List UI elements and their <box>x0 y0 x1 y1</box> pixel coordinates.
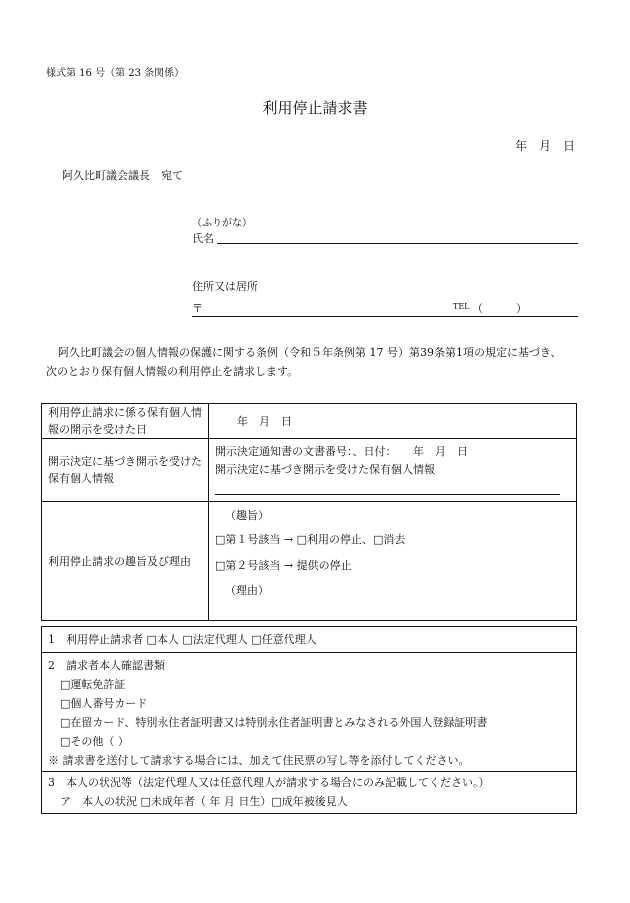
disclosed-info-cell[interactable] <box>209 439 577 502</box>
id-doc-my-number-card[interactable]: □個人番号カード <box>60 697 148 710</box>
disclosure-date-value: 年 月 日 <box>237 415 292 428</box>
disclosed-info-line: 開示決定に基づき開示を受けた保有個人情報 <box>215 463 435 476</box>
id-documents-cell <box>42 653 577 772</box>
address-label: 住所又は居所 <box>192 280 258 293</box>
notice-doc-line: 開示決定通知書の文書番号：、日付： 年 月 日 <box>215 445 468 458</box>
intro-line-2: 次のとおり保有個人情報の利用停止を請求します。 <box>46 365 299 378</box>
requester-type-line: 1 利用停止請求者 □本人 □法定代理人 □任意代理人 <box>48 633 317 646</box>
date-field[interactable]: 年 月 日 <box>515 139 576 153</box>
table-row <box>42 404 577 439</box>
postal-mark: 〒 <box>192 302 203 315</box>
intro-paragraph <box>46 343 586 381</box>
purport-option-1[interactable]: □第１号該当 → □利用の停止、□消去 <box>215 533 406 546</box>
disclosure-date-cell[interactable] <box>209 404 577 439</box>
id-doc-other[interactable]: □その他（ ） <box>60 735 129 748</box>
document-title: 利用停止請求書 <box>262 99 368 117</box>
reason-heading: （理由） <box>225 584 269 597</box>
mailing-note: ※ 請求書を送付して請求する場合には、加えて住民票の写し等を添付してください。 <box>48 754 470 767</box>
table-row <box>42 653 577 772</box>
purport-heading: （趣旨） <box>225 509 269 522</box>
table-row <box>42 772 577 814</box>
table-row <box>42 502 577 621</box>
furigana-label: （ふりがな） <box>192 218 252 229</box>
id-documents-heading: 2 請求者本人確認書類 <box>48 659 165 672</box>
addressee: 阿久比町議会議長 宛て <box>62 169 183 182</box>
purport-option-2[interactable]: □第２号該当 → 提供の停止 <box>215 559 352 572</box>
disclosure-date-label: 利用停止請求に係る保有個人情報の開示を受けた日 <box>42 404 209 439</box>
principal-status-cell <box>42 772 577 814</box>
name-label: 氏名 <box>192 232 214 245</box>
principal-status-line[interactable]: ア 本人の状況 □未成年者（ 年 月 日生）□成年被後見人 <box>60 795 348 808</box>
name-input-line[interactable] <box>217 243 578 244</box>
write-in-line[interactable] <box>215 494 560 495</box>
requester-info-table <box>41 626 577 814</box>
intro-line-1: 阿久比町議会の個人情報の保護に関する条例（令和５年条例第 17 号）第39条第1項の規定に基づき、 <box>58 346 562 359</box>
purpose-reason-label: 利用停止請求の趣旨及び理由 <box>42 502 209 621</box>
request-details-table <box>41 403 577 621</box>
id-doc-residence-card[interactable]: □在留カード、特別永住者証明書又は特別永住者証明書とみなされる外国人登録証明書 <box>60 716 488 729</box>
tel-input[interactable]: （ ） <box>472 302 527 315</box>
principal-status-heading: 3 本人の状況等（法定代理人又は任意代理人が請求する場合にのみ記載してください。） <box>48 776 490 789</box>
table-row <box>42 439 577 502</box>
table-row <box>42 627 577 653</box>
form-reference: 様式第 16 号（第 23 条関係） <box>46 68 185 79</box>
address-input-line[interactable] <box>192 316 578 317</box>
requester-type-cell[interactable] <box>42 627 577 653</box>
disclosed-info-label: 開示決定に基づき開示を受けた保有個人情報 <box>42 439 209 502</box>
purpose-reason-cell[interactable] <box>209 502 577 621</box>
tel-mark: TEL <box>453 302 470 311</box>
id-doc-drivers-license[interactable]: □運転免許証 <box>60 678 126 691</box>
